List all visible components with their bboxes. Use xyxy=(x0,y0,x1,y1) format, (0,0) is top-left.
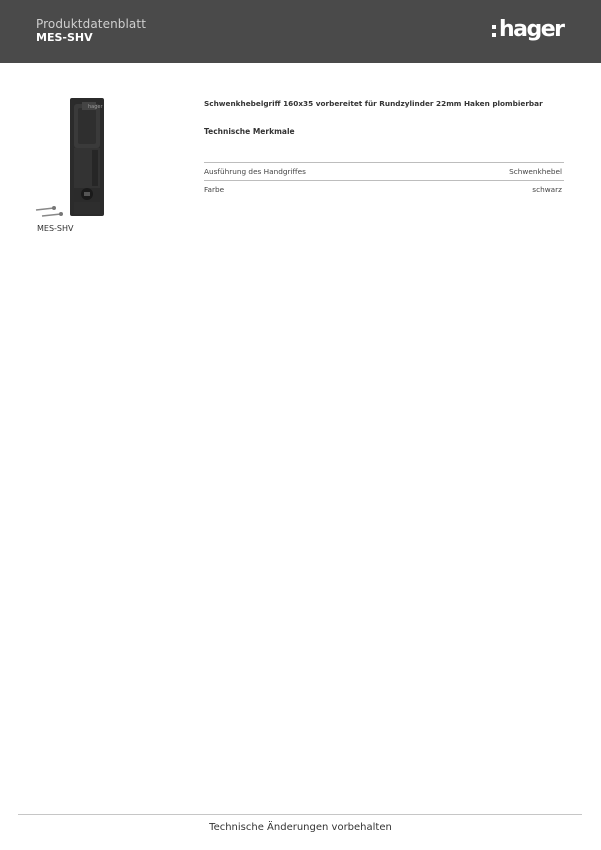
footer-note: Technische Änderungen vorbehalten xyxy=(209,822,392,833)
spec-label: Ausführung des Handgriffes xyxy=(204,167,306,176)
spec-row xyxy=(204,162,564,180)
logo-text: hager xyxy=(499,17,564,42)
swivel-lever-handle-icon xyxy=(34,96,114,226)
hager-logo xyxy=(492,16,564,44)
image-caption: MES-SHV xyxy=(37,224,74,233)
product-title: Schwenkhebelgriff 160x35 vorbereitet für Rundzylinder 22mm Haken plombierbar xyxy=(204,99,543,108)
spec-table xyxy=(204,162,564,198)
footer-divider xyxy=(18,814,582,815)
spec-value: Schwenkhebel xyxy=(509,167,562,176)
section-title: Technische Merkmale xyxy=(204,127,295,136)
document-type: Produktdatenblatt xyxy=(36,17,146,31)
article-code: MES-SHV xyxy=(36,31,93,44)
svg-text:hager: hager xyxy=(88,104,103,110)
logo-dots-icon xyxy=(492,25,496,37)
header-bar xyxy=(0,0,601,63)
spec-label: Farbe xyxy=(204,185,225,194)
spec-row xyxy=(204,180,564,198)
spec-value: schwarz xyxy=(532,185,562,194)
